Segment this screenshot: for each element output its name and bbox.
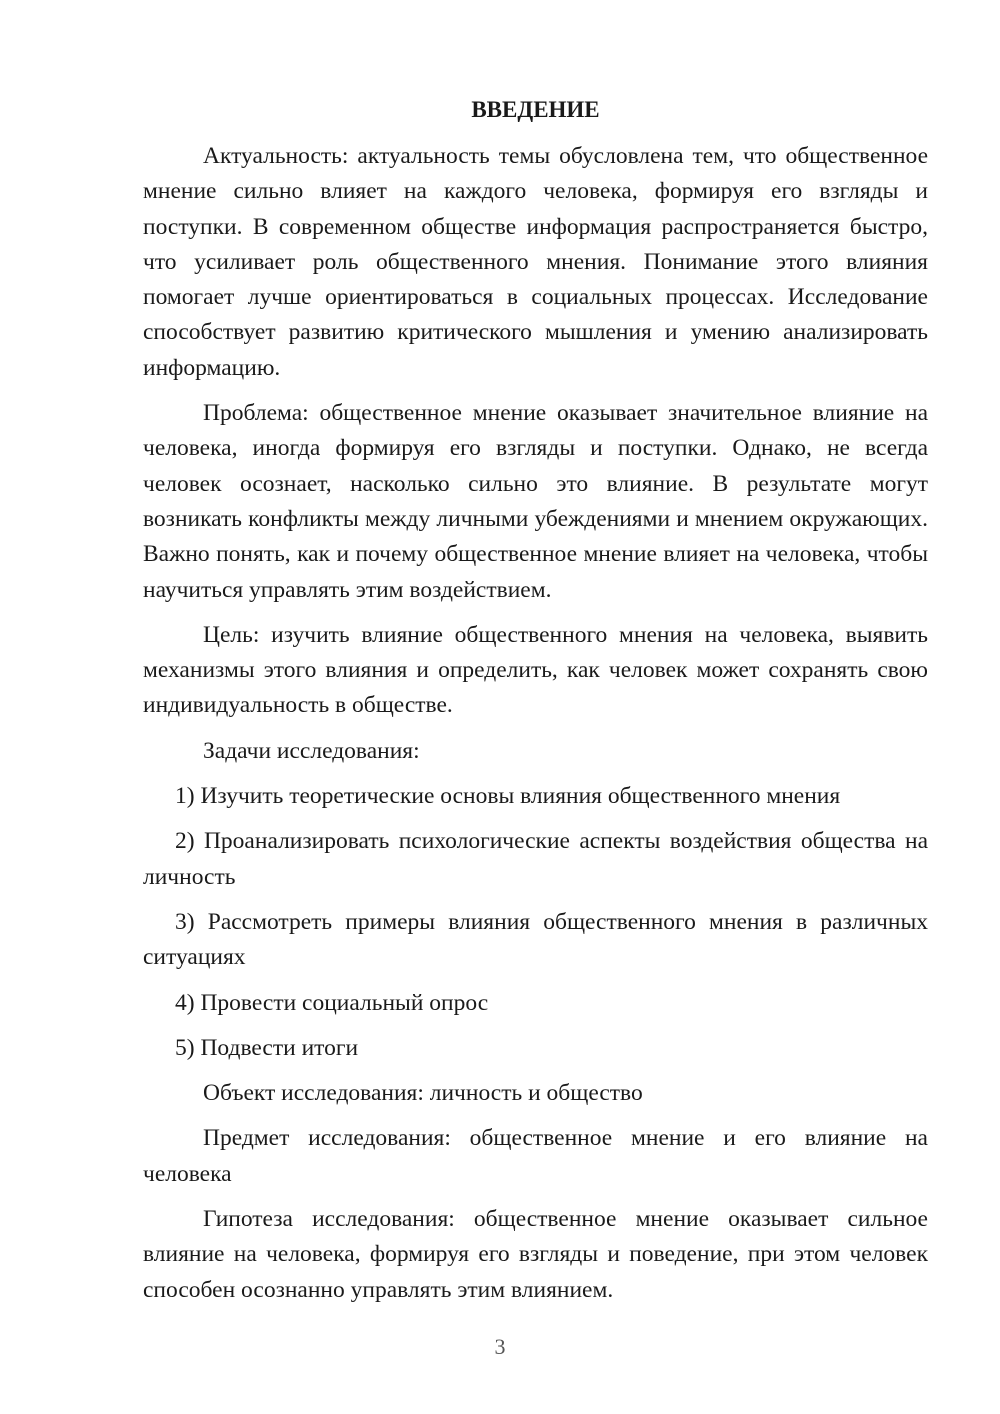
task-item-3: 3) Рассмотреть примеры влияния общественного мнения в различных ситуациях <box>143 908 928 971</box>
hypothesis-paragraph: Гипотеза исследования: общественное мнение оказывает сильное влияние на человека, формируя его взгляды и поведение, при этом человек способен осознанно управлять этим влиянием. <box>143 1206 928 1303</box>
task-item-5: 5) Подвести итоги <box>175 1034 359 1061</box>
task-item-4: 4) Провести социальный опрос <box>175 989 489 1016</box>
page-number: 3 <box>494 1334 506 1359</box>
task-item-2: 2) Проанализировать психологические аспекты воздействия общества на личность <box>143 828 928 890</box>
task-item-1: 1) Изучить теоретические основы влияния общественного мнения <box>175 783 841 810</box>
goal-paragraph: Цель: изучить влияние общественного мнения на человека, выявить механизмы этого влияния и определить, как человек может сохранять свою индивидуальность в обществе. <box>143 621 928 719</box>
relevance-paragraph: Актуальность: актуальность темы обусловлена тем, что общественное мнение сильно влияет на каждого человека, формируя его взгляды и поступки. В современном обществе информация распространяется быстро, что усиливает роль общественного мнения. Понимание этого влияния помогает лучше ориентироваться в социальных процессах. Исследование способствует развитию критического мышления и умению анализировать информацию. <box>143 143 928 381</box>
object-paragraph: Объект исследования: личность и общество <box>203 1080 643 1107</box>
section-heading: ВВЕДЕНИЕ <box>471 97 600 122</box>
document-page <box>143 92 928 1308</box>
problem-paragraph: Проблема: общественное мнение оказывает значительное влияние на человека, иногда формируя его взгляды и поступки. Однако, не всегда человек осознает, насколько сильно это влияние. В результате могут возникать конфликты между личными убеждениями и мнением окружающих. Важно понять, как и почему общественное мнение влияет на человека, чтобы научиться управлять этим воздействием. <box>143 400 928 603</box>
subject-paragraph: Предмет исследования: общественное мнение и его влияние на человека <box>143 1125 928 1187</box>
tasks-title: Задачи исследования: <box>203 737 420 764</box>
